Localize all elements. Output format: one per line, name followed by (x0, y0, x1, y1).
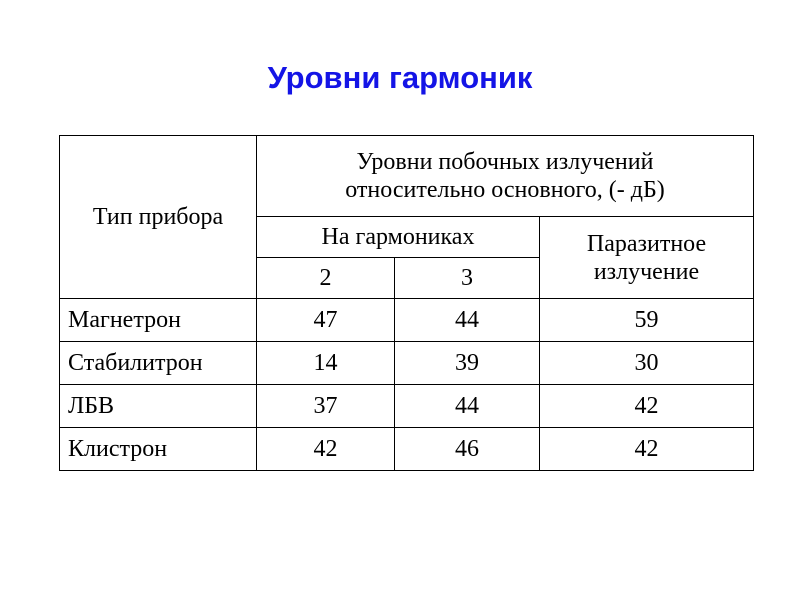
harmonic-3-value: 46 (395, 428, 540, 471)
header-harmonic-2: 2 (257, 258, 395, 299)
harmonics-table (59, 135, 754, 471)
header-parasitic-line1: Паразитное (586, 230, 707, 257)
harmonic-3-value: 39 (395, 342, 540, 385)
harmonic-3-value: 44 (395, 299, 540, 342)
table-row (60, 342, 754, 385)
header-parasitic-line2: излучение (593, 258, 700, 285)
header-row-1 (60, 136, 754, 217)
table-row (60, 385, 754, 428)
header-harmonic-3: 3 (395, 258, 540, 299)
table-row (60, 299, 754, 342)
table-row (60, 428, 754, 471)
parasitic-value: 59 (540, 299, 754, 342)
header-harmonics: На гармониках (257, 217, 540, 258)
slide-title: Уровни гармоник (267, 60, 533, 95)
device-name: Стабилитрон (60, 342, 257, 385)
device-name: ЛБВ (60, 385, 257, 428)
parasitic-value: 42 (540, 385, 754, 428)
harmonic-2-value: 37 (257, 385, 395, 428)
harmonic-2-value: 42 (257, 428, 395, 471)
header-emission-levels-line1: Уровни побочных излучений (356, 149, 654, 175)
header-emission-levels-line2: относительно основного, (- дБ) (345, 177, 665, 203)
harmonic-3-value: 44 (395, 385, 540, 428)
header-device-type: Тип прибора (60, 136, 257, 299)
harmonic-2-value: 14 (257, 342, 395, 385)
parasitic-value: 42 (540, 428, 754, 471)
parasitic-value: 30 (540, 342, 754, 385)
device-name: Клистрон (60, 428, 257, 471)
header-parasitic-emission (540, 217, 754, 299)
harmonic-2-value: 47 (257, 299, 395, 342)
device-name: Магнетрон (60, 299, 257, 342)
header-emission-levels (257, 136, 754, 217)
